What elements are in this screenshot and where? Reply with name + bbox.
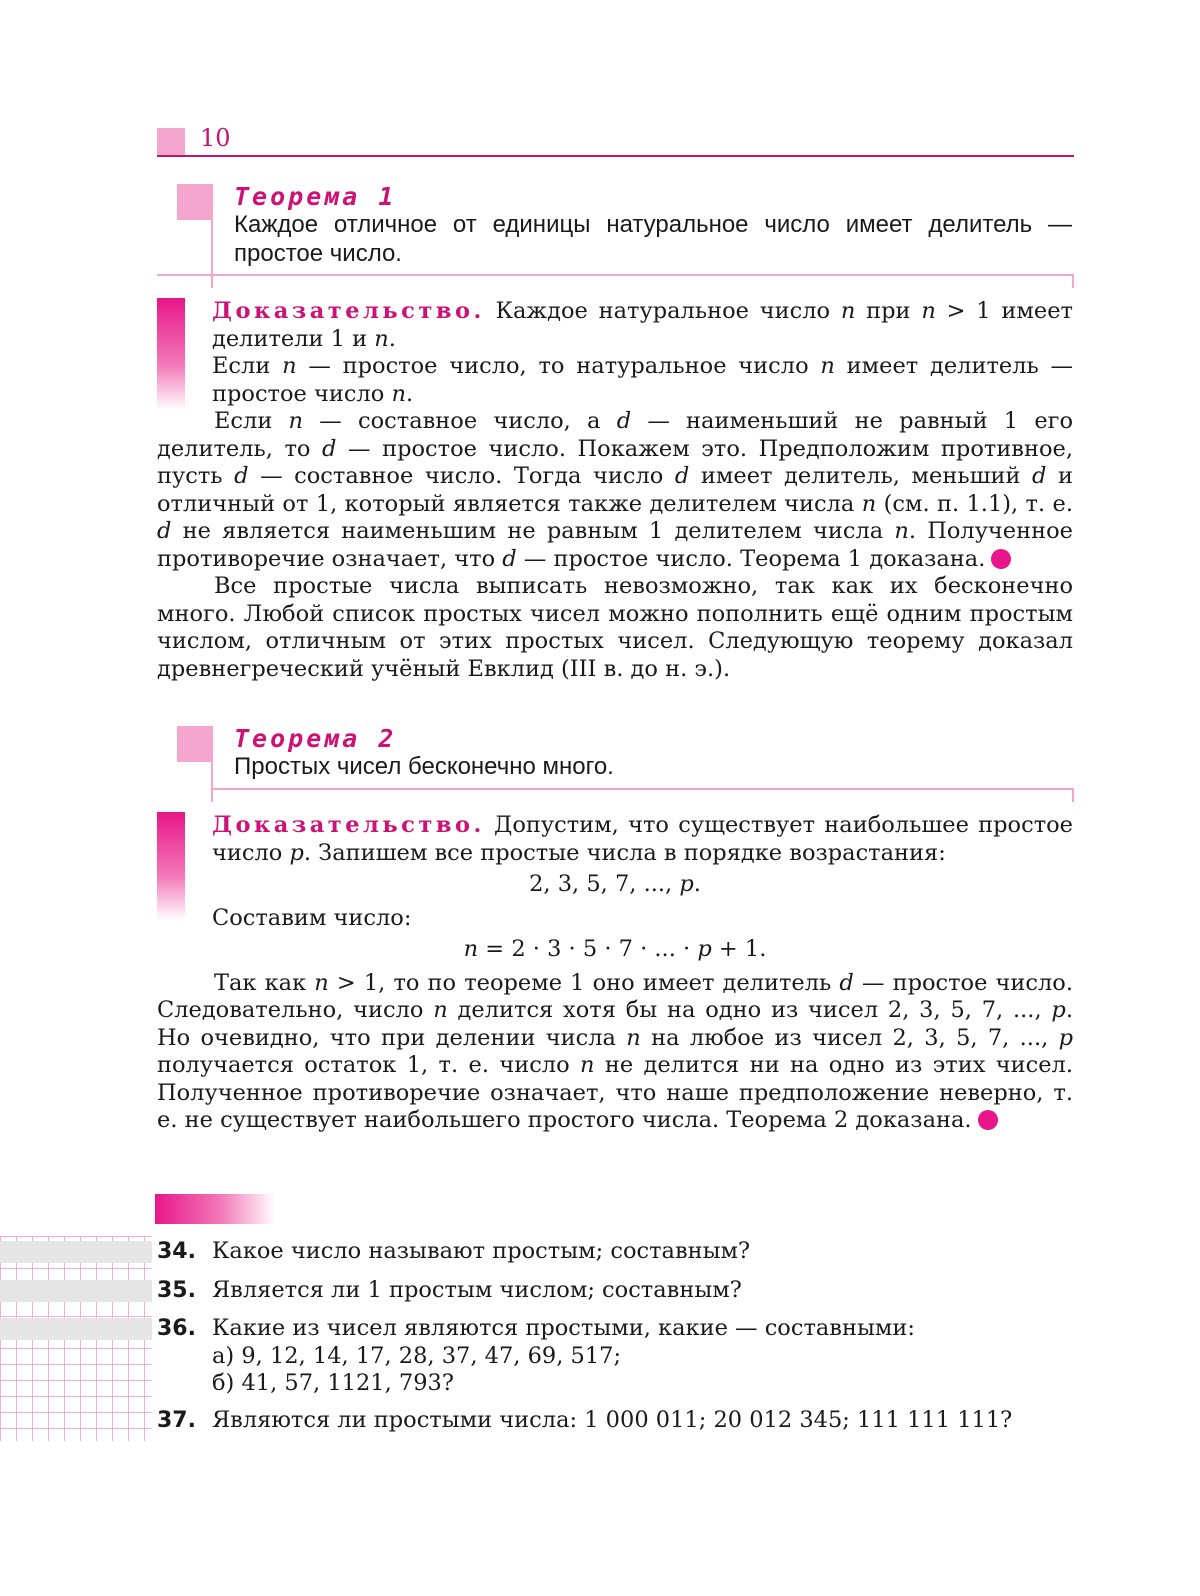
question-36-a: а) 9, 12, 14, 17, 28, 37, 47, 69, 517;: [212, 1342, 622, 1369]
proof2-body: Доказательство. Допустим, что существует наибольшее простое число p. Запишем все простые числа в порядке возрастания: 2, 3, 5, 7, ..., p. Составим число: n = 2 · 3 · 5 · 7 · ... · p + 1. Так как n > 1, то по теореме 1 оно имеет делитель d — простое число. Следовательно, число n делится хотя бы на одно из чисел 2, 3, 5, 7, ..., p. Но очевидно, что при делении числа n на любое из чисел 2, 3, 5, 7, ..., p получается остаток 1, т. е. число n не делится ни на одно из этих чисел. Полученное противоречие означает, что наше предположение неверно, т. е. не существует наибольшего простого числа. Теорема 2 доказана.: [157, 812, 1074, 1133]
theorem2-marker: [177, 726, 213, 762]
theorem1-frame-left: [211, 184, 213, 288]
theorem1-frame-tick: [1072, 274, 1074, 288]
theorem1-marker: [177, 184, 213, 220]
proof1-body: Доказательство. Каждое натуральное число n при n > 1 имеет делители 1 и n. Если n — простое число, то натуральное число n имеет делитель — простое число n. Если n — составное число, а d — наименьший не равный 1 его делитель, то d — простое число. Покажем это. Предположим противное, пусть d — составное число. Тогда число d имеет делитель, меньший d и отличный от 1, который является также делителем числа n (см. п. 1.1), т. е. d не является наименьшим не равным 1 делителем числа n. Полученное противоречие означает, что d — простое число. Теорема 1 доказана. Все простые числа выписать невозможно, так как их бесконечно много. Любой список простых чисел можно пополнить ещё одним простым числом, отличным от этих простых чисел. Следующую теорему доказал древнегреческий учёный Евклид (III в. до н. э.).: [157, 298, 1074, 682]
question-36: 36. Какие из чисел являются простыми, какие — составными: а) 9, 12, 14, 17, 28, 37, 47, 69, 517; б) 41, 57, 1121, 793?: [157, 1315, 915, 1396]
end-of-proof-icon: [991, 549, 1011, 569]
question-stripe: [0, 1241, 152, 1263]
paragraph-euclid: Все простые числа выписать невозможно, так как их бесконечно много. Любой список простых чисел можно пополнить ещё одним простым числом, отличным от этих простых чисел. Следующую теорему доказал древнегреческий учёный Евклид (III в. до н. э.).: [157, 573, 1073, 682]
page-number-marker: [157, 128, 185, 156]
question-stripe: [0, 1280, 152, 1302]
formula: n = 2 · 3 · 5 · 7 · ... · p + 1.: [463, 936, 767, 962]
question-36-b: б) 41, 57, 1121, 793?: [212, 1370, 454, 1396]
theorem1-text: Каждое отличное от единицы натуральное число имеет делитель — простое число.: [234, 211, 1072, 267]
compose-label: Составим число:: [212, 904, 412, 931]
header-rule: [157, 155, 1074, 157]
proof2-label: Доказательство.: [212, 812, 485, 838]
theorem2-text: Простых чисел бесконечно много.: [234, 753, 614, 780]
theorem2-frame-bottom: [211, 788, 1074, 790]
question-34: 34. Какое число называют простым; составным?: [157, 1238, 751, 1264]
theorem1-frame-bottom: [157, 274, 1074, 276]
prime-sequence: 2, 3, 5, 7, ..., p.: [529, 871, 701, 897]
questions-header-bar: [155, 1194, 275, 1224]
theorem2-title: Теорема 2: [234, 724, 397, 753]
question-37: 37. Являются ли простыми числа: 1 000 011; 20 012 345; 111 111 111?: [157, 1407, 1013, 1433]
theorem2-frame-left: [211, 726, 213, 802]
proof1-label: Доказательство.: [212, 298, 485, 324]
question-stripe: [0, 1318, 152, 1340]
theorem2-frame-tick: [1072, 788, 1074, 802]
end-of-proof-icon: [978, 1110, 998, 1130]
theorem1-title: Теорема 1: [234, 182, 397, 211]
question-35: 35. Является ли 1 простым числом; составным?: [157, 1277, 742, 1303]
page-number: 10: [200, 124, 231, 152]
